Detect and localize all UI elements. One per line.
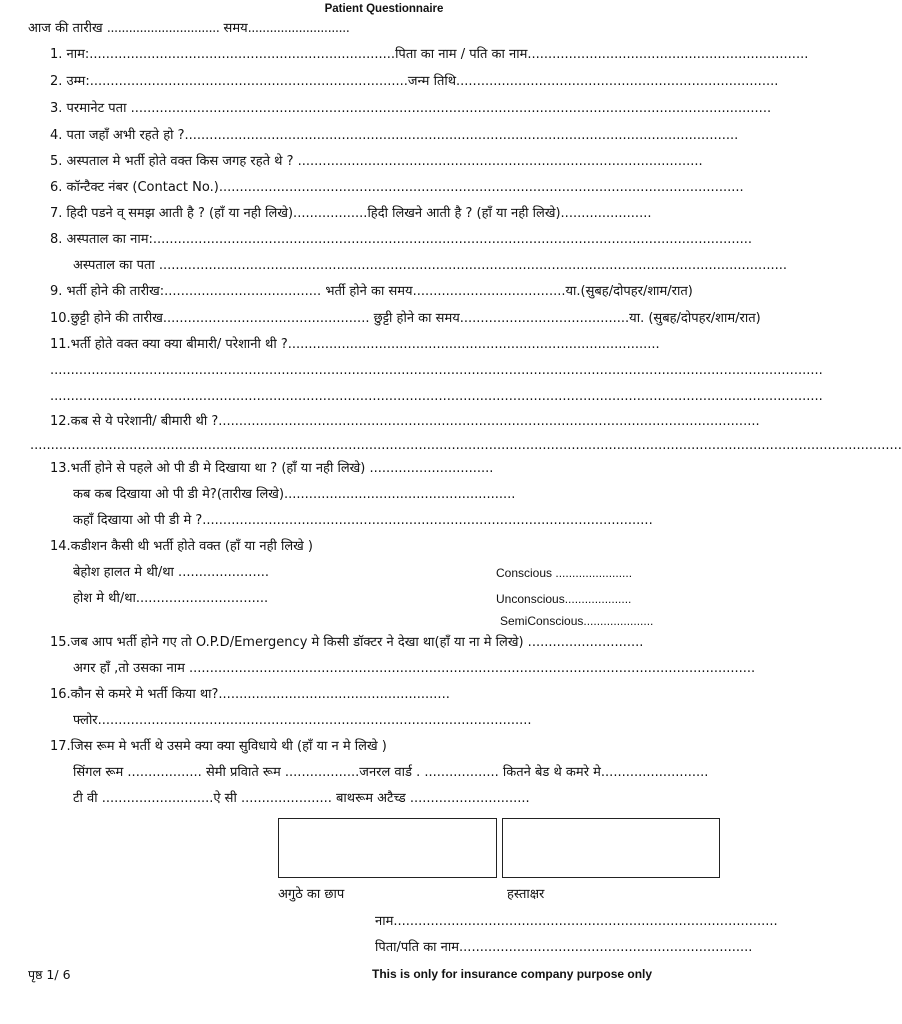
q14-unconscious-option[interactable]: Unconscious.................... — [496, 592, 632, 606]
q17-amenities-line[interactable]: टी वी ...........................ऐ सी ...................... बाथरूम अटैच्ड ............................. — [73, 791, 530, 806]
signature-label: हस्ताक्षर — [507, 887, 545, 902]
footer-note: This is only for insurance company purpose only — [372, 967, 653, 981]
q17-facilities-heading: 17.जिस रूम मे भर्ती थे उसमे क्या क्या सुविधाये थी (हाँ या न मे लिखे ) — [50, 739, 387, 754]
q4-current-address-line[interactable]: 4. पता जहाँ अभी रहते हो ?...................................................................................................................................... — [50, 128, 739, 143]
signer-name-line[interactable]: नाम............................................................................................. — [375, 914, 778, 929]
signer-father-name-line[interactable]: पिता/पति का नाम....................................................................... — [375, 940, 753, 955]
thumbprint-label: अगुठे का छाप — [278, 887, 345, 902]
q14-conscious-hindi-line[interactable]: होश मे थी/था................................ — [73, 591, 269, 606]
q11-continuation-line[interactable]: ........................................................................................................................................................................................... — [50, 389, 823, 404]
q15-doctor-seen-line[interactable]: 15.जब आप भर्ती होने गए तो O.P.D/Emergency मे किसी डॉक्टर ने देखा था(हाँ या ना मे लिखे) ............................ — [50, 635, 644, 650]
q11-continuation-line[interactable]: ........................................................................................................................................................................................... — [50, 363, 823, 378]
q12-illness-since-line[interactable]: 12.कब से ये परेशानी/ बीमारी थी ?................................................................................................................................... — [50, 414, 760, 429]
q1-name-father-line[interactable]: 1. नाम:..........................................................................पिता का नाम / पति का नाम.................................................................... — [50, 47, 809, 62]
q14-conscious-option[interactable]: Conscious ....................... — [496, 566, 633, 580]
q10-discharge-date-time-line[interactable]: 10.छुट्टी होने की तारीख.................................................. छुट्टी होने का समय.........................................या. (सुबह/दोपहर/शाम/रात) — [50, 311, 761, 326]
q6-contact-number-line[interactable]: 6. कॉन्टैक्ट नंबर (Contact No.)............................................................................................................................... — [50, 180, 744, 195]
q13-opd-where-line: कहाँ दिखाया ओ पी डी मे ?............................................................................................................. — [73, 513, 653, 528]
time-field[interactable]: ............................ — [247, 21, 350, 36]
q12-continuation-line[interactable]: ................................................................................................................................................................................................................... — [30, 438, 902, 453]
q5-residence-at-admission-line[interactable]: 5. अस्पताल मे भर्ती होते वक्त किस जगह रहते थे ? .................................................................................................. — [50, 154, 703, 169]
q16-room-line[interactable]: 16.कौन से कमरे मे भर्ती किया था?........................................................ — [50, 687, 450, 702]
q15-doctor-name-line[interactable]: अगर हाँ ,तो उसका नाम ......................................................................................................................................... — [73, 661, 756, 676]
q16-floor-line[interactable]: फ्लोर......................................................................................................... — [73, 713, 532, 728]
q13-opd-visit-line[interactable]: 13.भर्ती होने से पहले ओ पी डी मे दिखाया था ? (हाँ या नही लिखे) .............................. — [50, 461, 494, 476]
q8-hospital-name-line[interactable]: 8. अस्पताल का नाम:................................................................................................................................................. — [50, 232, 753, 247]
q14-unconscious-hindi-line[interactable]: बेहोश हालत मे थी/था ...................... — [73, 565, 269, 580]
q2-age-dob-line[interactable]: 2. उम्म:.............................................................................जन्म तिथि.............................................................................. — [50, 74, 779, 89]
q7-hindi-literacy-line[interactable]: 7. हिदी पडने व् समझ आती है ? (हाँ या नही लिखे)..................हिदी लिखने आती है ? (हाँ या नही लिखे)...................... — [50, 206, 652, 221]
q14-semiconscious-option[interactable]: SemiConscious..................... — [500, 614, 654, 628]
q3-permanent-address-line[interactable]: 3. परमानेट पता ........................................................................................................................................................... — [50, 101, 772, 116]
q9-admission-date-time-line[interactable]: 9. भर्ती होने की तारीख:...................................... भर्ती होने का समय.....................................या.(सुबह/दोपहर/शाम/रात) — [50, 284, 693, 299]
date-label: आज की तारीख — [28, 21, 103, 36]
q8-hospital-address-line[interactable]: अस्पताल का पता ........................................................................................................................................................ — [73, 258, 787, 273]
thumbprint-box[interactable] — [278, 818, 497, 878]
q13-opd-dates-line[interactable]: कब कब दिखाया ओ पी डी मे?(तारीख लिखे)........................................................ — [73, 487, 516, 502]
q17-room-type-line[interactable]: सिंगल रूम .................. सेमी प्रविाते रूम ..................जनरल वार्ड . .................. कितने बेड थे कमरे मे.......................... — [73, 765, 709, 780]
date-time-header — [28, 21, 349, 37]
date-field[interactable]: ............................... — [106, 21, 220, 36]
time-label: समय — [223, 21, 248, 36]
page-number: पृष्ठ 1/ 6 — [28, 967, 71, 982]
page-title: Patient Questionnaire — [324, 3, 444, 15]
q11-illness-at-admission-line[interactable]: 11.भर्ती होते वक्त क्या क्या बीमारी/ परेशानी थी ?.......................................................................................... — [50, 337, 660, 352]
signature-box[interactable] — [502, 818, 720, 878]
q14-condition-heading: 14.कडीशन कैसी थी भर्ती होते वक्त (हाँ या नही लिखे ) — [50, 539, 313, 554]
